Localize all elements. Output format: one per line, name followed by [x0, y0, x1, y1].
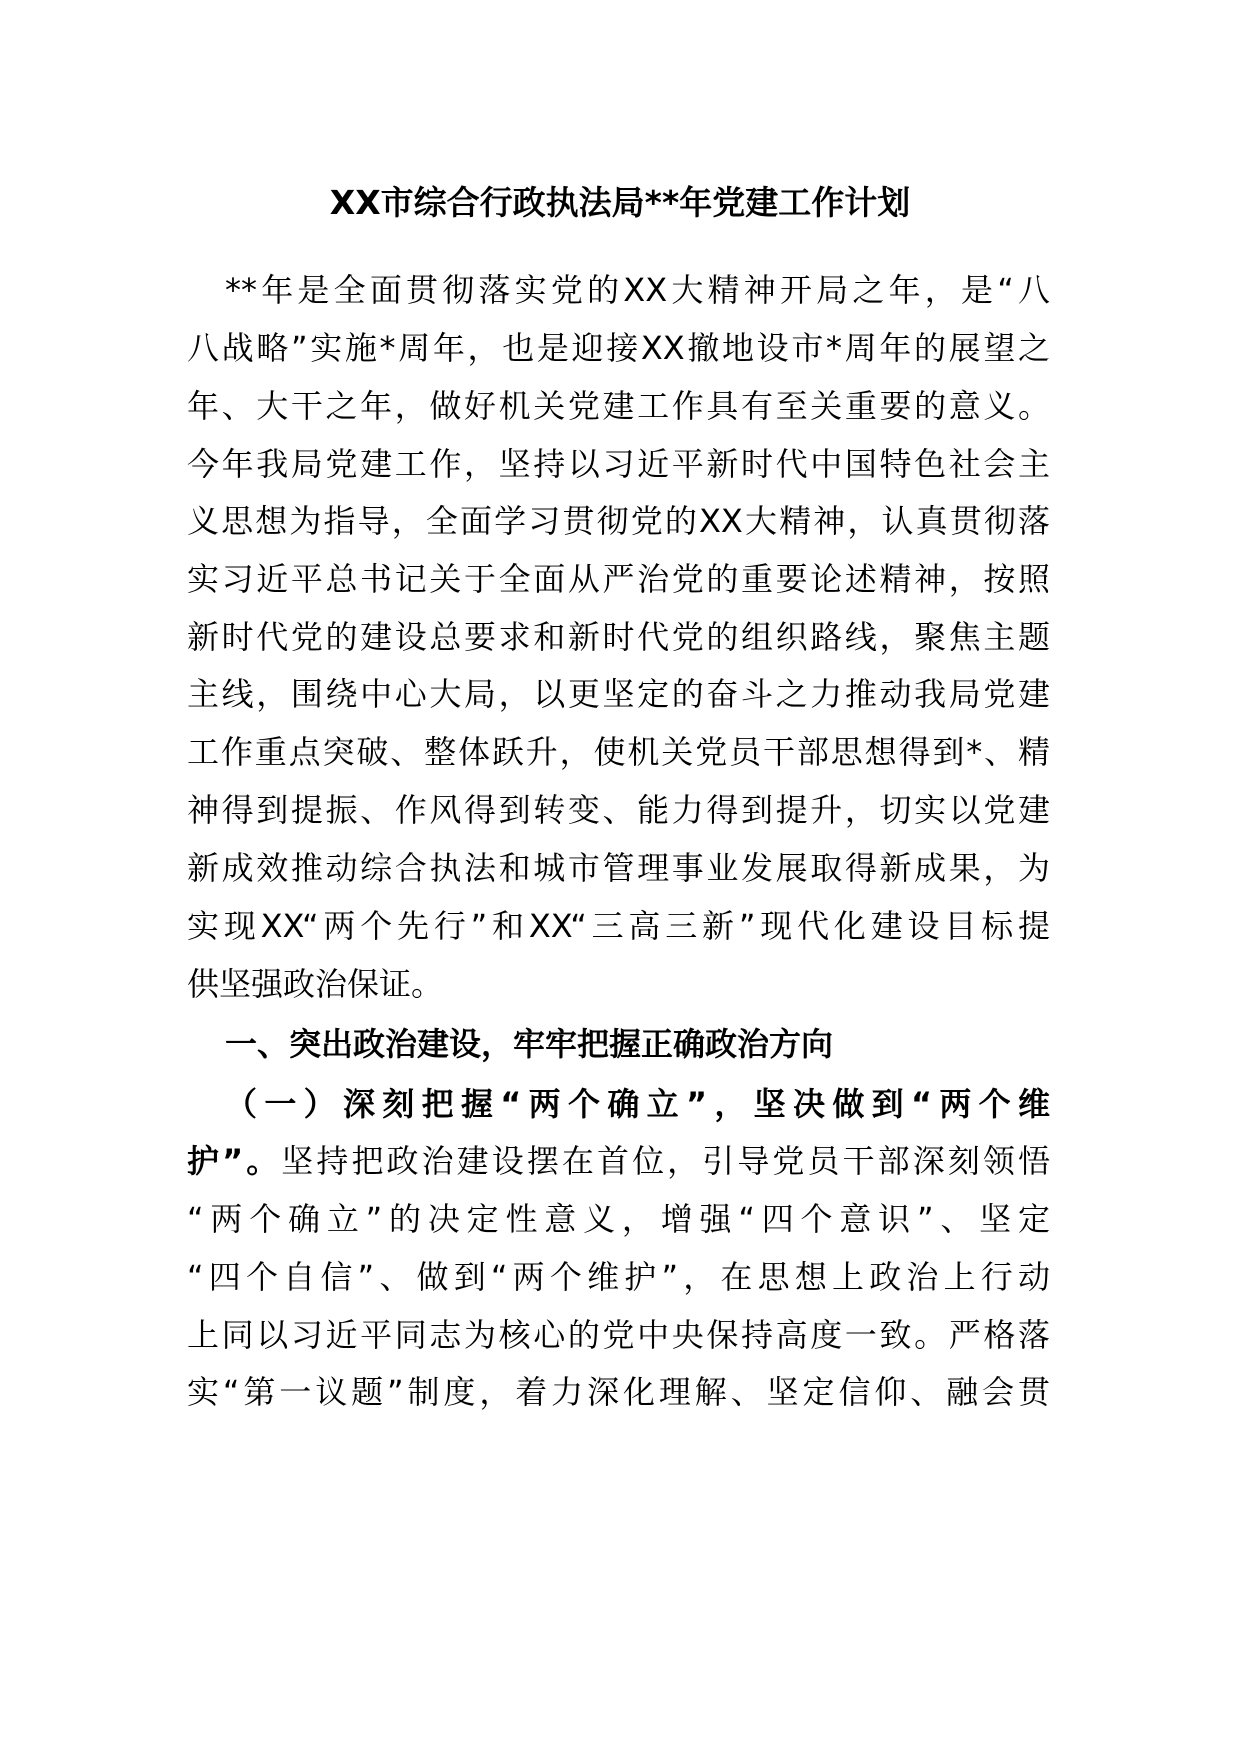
paragraph-line: 新时代党的建设总要求和新时代党的组织路线，聚焦主题 — [187, 618, 1050, 656]
paragraph-line: 上同以习近平同志为核心的党中央保持高度一致。严格落 — [187, 1316, 1050, 1354]
paragraph-line: “两个确立”的决定性意义，增强“四个意识”、坚定 — [187, 1200, 1050, 1238]
paragraph-line: 工作重点突破、整体跃升，使机关党员干部思想得到*、精 — [187, 733, 1050, 771]
subsection-heading: （一）深刻把握“两个确立”，坚决做到“两个维 — [225, 1085, 1050, 1123]
paragraph-line: 实习近平总书记关于全面从严治党的重要论述精神，按照 — [187, 560, 1050, 598]
paragraph-line: 供坚强政治保证。 — [187, 965, 444, 1003]
paragraph-text: 坚持把政治建设摆在首位，引导党员干部深刻领悟 — [281, 1142, 1050, 1180]
paragraph-line: “四个自信”、做到“两个维护”，在思想上政治上行动 — [187, 1258, 1050, 1296]
document-title: XX市综合行政执法局**年党建工作计划 — [329, 183, 911, 222]
paragraph-line: 新成效推动综合执法和城市管理事业发展取得新成果，为 — [187, 849, 1050, 887]
paragraph-line — [187, 1138, 1050, 1184]
subsection-heading-end: 护”。 — [187, 1142, 282, 1180]
section-heading: 一、突出政治建设，牢牢把握正确政治方向 — [225, 1025, 834, 1063]
paragraph-line: 实现XX“两个先行”和XX“三高三新”现代化建设目标提 — [187, 907, 1050, 945]
paragraph-line: 义思想为指导，全面学习贯彻党的XX大精神，认真贯彻落 — [187, 502, 1050, 540]
paragraph-line: 主线，围绕中心大局，以更坚定的奋斗之力推动我局党建 — [187, 675, 1050, 713]
paragraph-line: 神得到提振、作风得到转变、能力得到提升，切实以党建 — [187, 791, 1050, 829]
paragraph-line: 实“第一议题”制度，着力深化理解、坚定信仰、融会贯 — [187, 1373, 1050, 1411]
paragraph-line: **年是全面贯彻落实党的XX大精神开局之年，是“八 — [225, 271, 1050, 309]
paragraph-line: 年、大干之年，做好机关党建工作具有至关重要的意义。 — [187, 387, 1050, 425]
paragraph-line: 今年我局党建工作，坚持以习近平新时代中国特色社会主 — [187, 445, 1050, 483]
paragraph-line: 八战略”实施*周年，也是迎接XX撤地设市*周年的展望之 — [187, 329, 1050, 367]
